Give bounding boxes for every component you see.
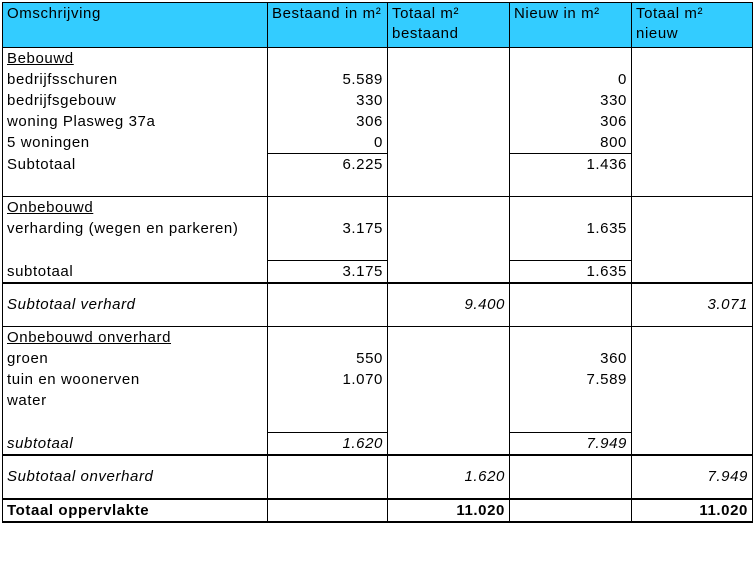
area-table xyxy=(2,2,753,523)
section-title-row xyxy=(3,327,753,349)
table-row: bedrijfsgebouw 330 330 xyxy=(3,90,753,111)
table-row: groen 550 360 xyxy=(3,348,753,369)
section-title-bebouwd: Bebouwd xyxy=(3,48,268,70)
section-title-row xyxy=(3,197,753,219)
subtotal-row: Subtotaal 6.225 1.436 xyxy=(3,154,753,176)
grand-total-row: Totaal oppervlakte 11.020 11.020 xyxy=(3,499,753,522)
spacer-row xyxy=(3,239,753,261)
header-omschrijving: Omschrijving xyxy=(3,3,268,48)
section-title-onbebouwd: Onbebouwd xyxy=(3,197,268,219)
table-row: bedrijfsschuren 5.589 0 xyxy=(3,69,753,90)
spacer-row xyxy=(3,411,753,433)
header-bestaand: Bestaand in m² xyxy=(268,3,388,48)
header-totaal-bestaand: Totaal m² bestaand xyxy=(388,3,510,48)
section-title-row xyxy=(3,48,753,70)
table-row: woning Plasweg 37a 306 306 xyxy=(3,111,753,132)
header-nieuw: Nieuw in m² xyxy=(510,3,632,48)
section-title-onverhard: Onbebouwd onverhard xyxy=(3,327,268,349)
verhard-total-row: Subtotaal verhard 9.400 3.071 xyxy=(3,283,753,327)
subtotal-row: subtotaal 3.175 1.635 xyxy=(3,261,753,284)
table-row: 5 woningen 0 800 xyxy=(3,132,753,154)
table-row: tuin en woonerven 1.070 7.589 xyxy=(3,369,753,390)
table-row: verharding (wegen en parkeren) 3.175 1.635 xyxy=(3,218,753,239)
header-totaal-nieuw: Totaal m² nieuw xyxy=(632,3,753,48)
table-row: water xyxy=(3,390,753,411)
spacer-row xyxy=(3,175,753,197)
header-row xyxy=(3,3,753,48)
subtotal-row: subtotaal 1.620 7.949 xyxy=(3,433,753,456)
onverhard-total-row: Subtotaal onverhard 1.620 7.949 xyxy=(3,455,753,499)
